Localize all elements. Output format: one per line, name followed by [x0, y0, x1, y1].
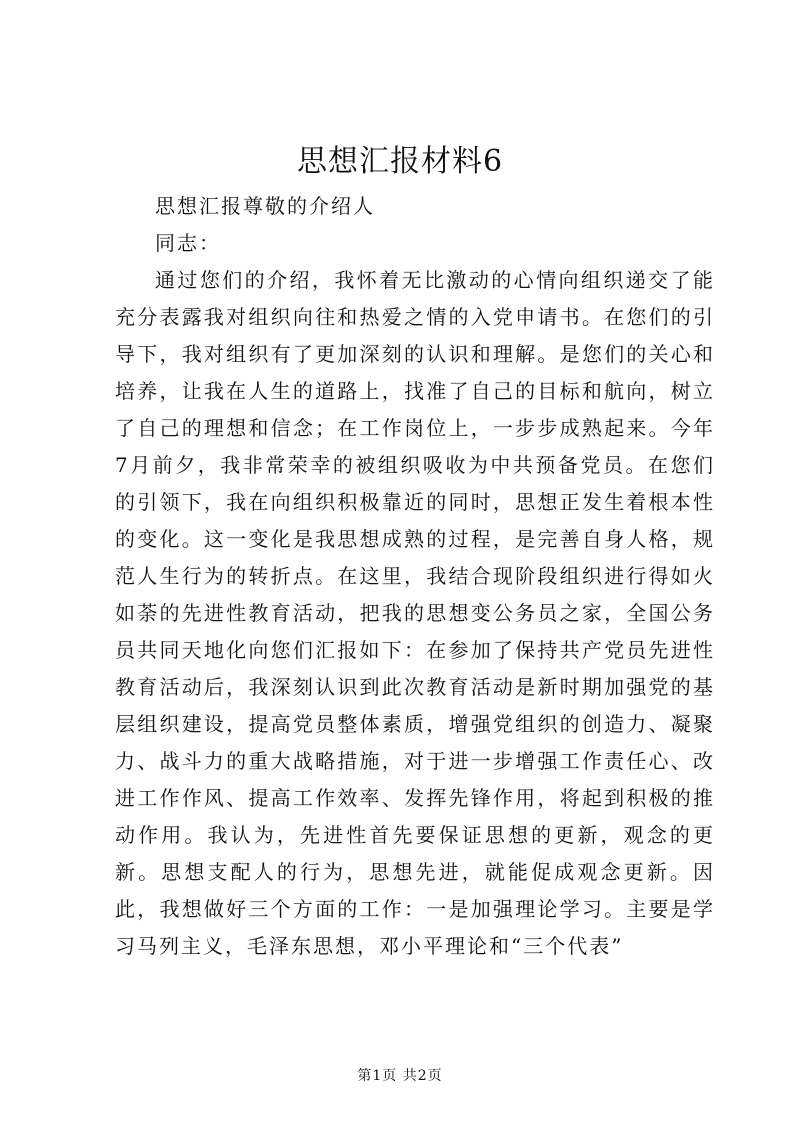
page-footer: 第1页 共2页 — [357, 1068, 443, 1084]
document-title: 思想汇报材料6 — [296, 144, 504, 179]
salutation-line: 同志： — [155, 231, 221, 255]
document-body — [115, 188, 715, 965]
greeting-line: 思想汇报尊敬的介绍人 — [155, 194, 375, 218]
body-paragraph: 通过您们的介绍，我怀着无比激动的心情向组织递交了能充分表露我对组织向往和热爱之情的入党申请书。在您们的引导下，我对组织有了更加深刻的认识和理解。是您们的关心和培养，让我在人生的道路上，找准了自己的目标和航向，树立了自己的理想和信念；在工作岗位上，一步步成熟起来。今年7月前夕，我非常荣幸的被组织吸收为中共预备党员。在您们的引领下，我在向组织积极靠近的同时，思想正发生着根本性的变化。这一变化是我思想成熟的过程，是完善自身人格，规范人生行为的转折点。在这里，我结合现阶段组织进行得如火如荼的先进性教育活动，把我的思想变公务员之家，全国公务员共同天地化向您们汇报如下：在参加了保持共产党员先进性教育活动后，我深刻认识到此次教育活动是新时期加强党的基层组织建设，提高党员整体素质，增强党组织的创造力、凝聚力、战斗力的重大战略措施，对于进一步增强工作责任心、改进工作作风、提高工作效率、发挥先锋作用，将起到积极的推动作用。我认为，先进性首先要保证思想的更新，观念的更新。思想支配人的行为，思想先进，就能促成观念更新。因此，我想做好三个方面的工作：一是加强理论学习。主要是学习马列主义，毛泽东思想，邓小平理论和“三个代表” — [115, 268, 715, 958]
